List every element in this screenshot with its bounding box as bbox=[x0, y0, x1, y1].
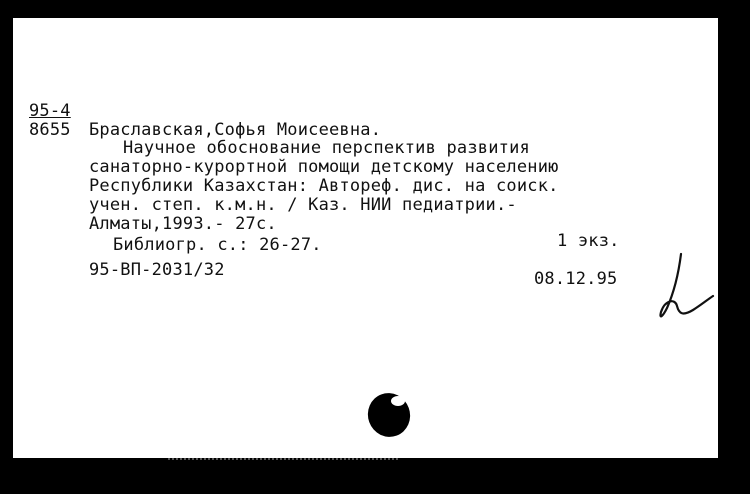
shelf-mark-bottom: 8655 bbox=[29, 120, 71, 140]
title-line-2: санаторно-курортной помощи детскому населению bbox=[89, 157, 559, 177]
title-line-5: Алматы,1993.- 27с. bbox=[89, 214, 277, 234]
handwritten-signature bbox=[653, 250, 719, 330]
punch-hole-highlight bbox=[391, 396, 405, 406]
faded-dotted-line bbox=[168, 458, 398, 462]
punch-hole bbox=[362, 387, 417, 443]
author-name: Браславская,Софья Моисеевна. bbox=[89, 120, 382, 140]
title-line-3: Республики Казахстан: Автореф. дис. на соиск. bbox=[89, 176, 559, 196]
bibliography-note: Библиогр. с.: 26-27. bbox=[113, 235, 322, 255]
title-line-4: учен. степ. к.м.н. / Каз. НИИ педиатрии.- bbox=[89, 195, 517, 215]
accession-date: 08.12.95 bbox=[534, 269, 618, 289]
shelf-mark-top: 95-4 bbox=[29, 101, 71, 121]
registry-number: 95-ВП-2031/32 bbox=[89, 260, 225, 280]
title-line-1: Научное обоснование перспектив развития bbox=[123, 138, 530, 158]
copies-count: 1 экз. bbox=[557, 231, 620, 251]
catalog-card bbox=[13, 18, 718, 458]
